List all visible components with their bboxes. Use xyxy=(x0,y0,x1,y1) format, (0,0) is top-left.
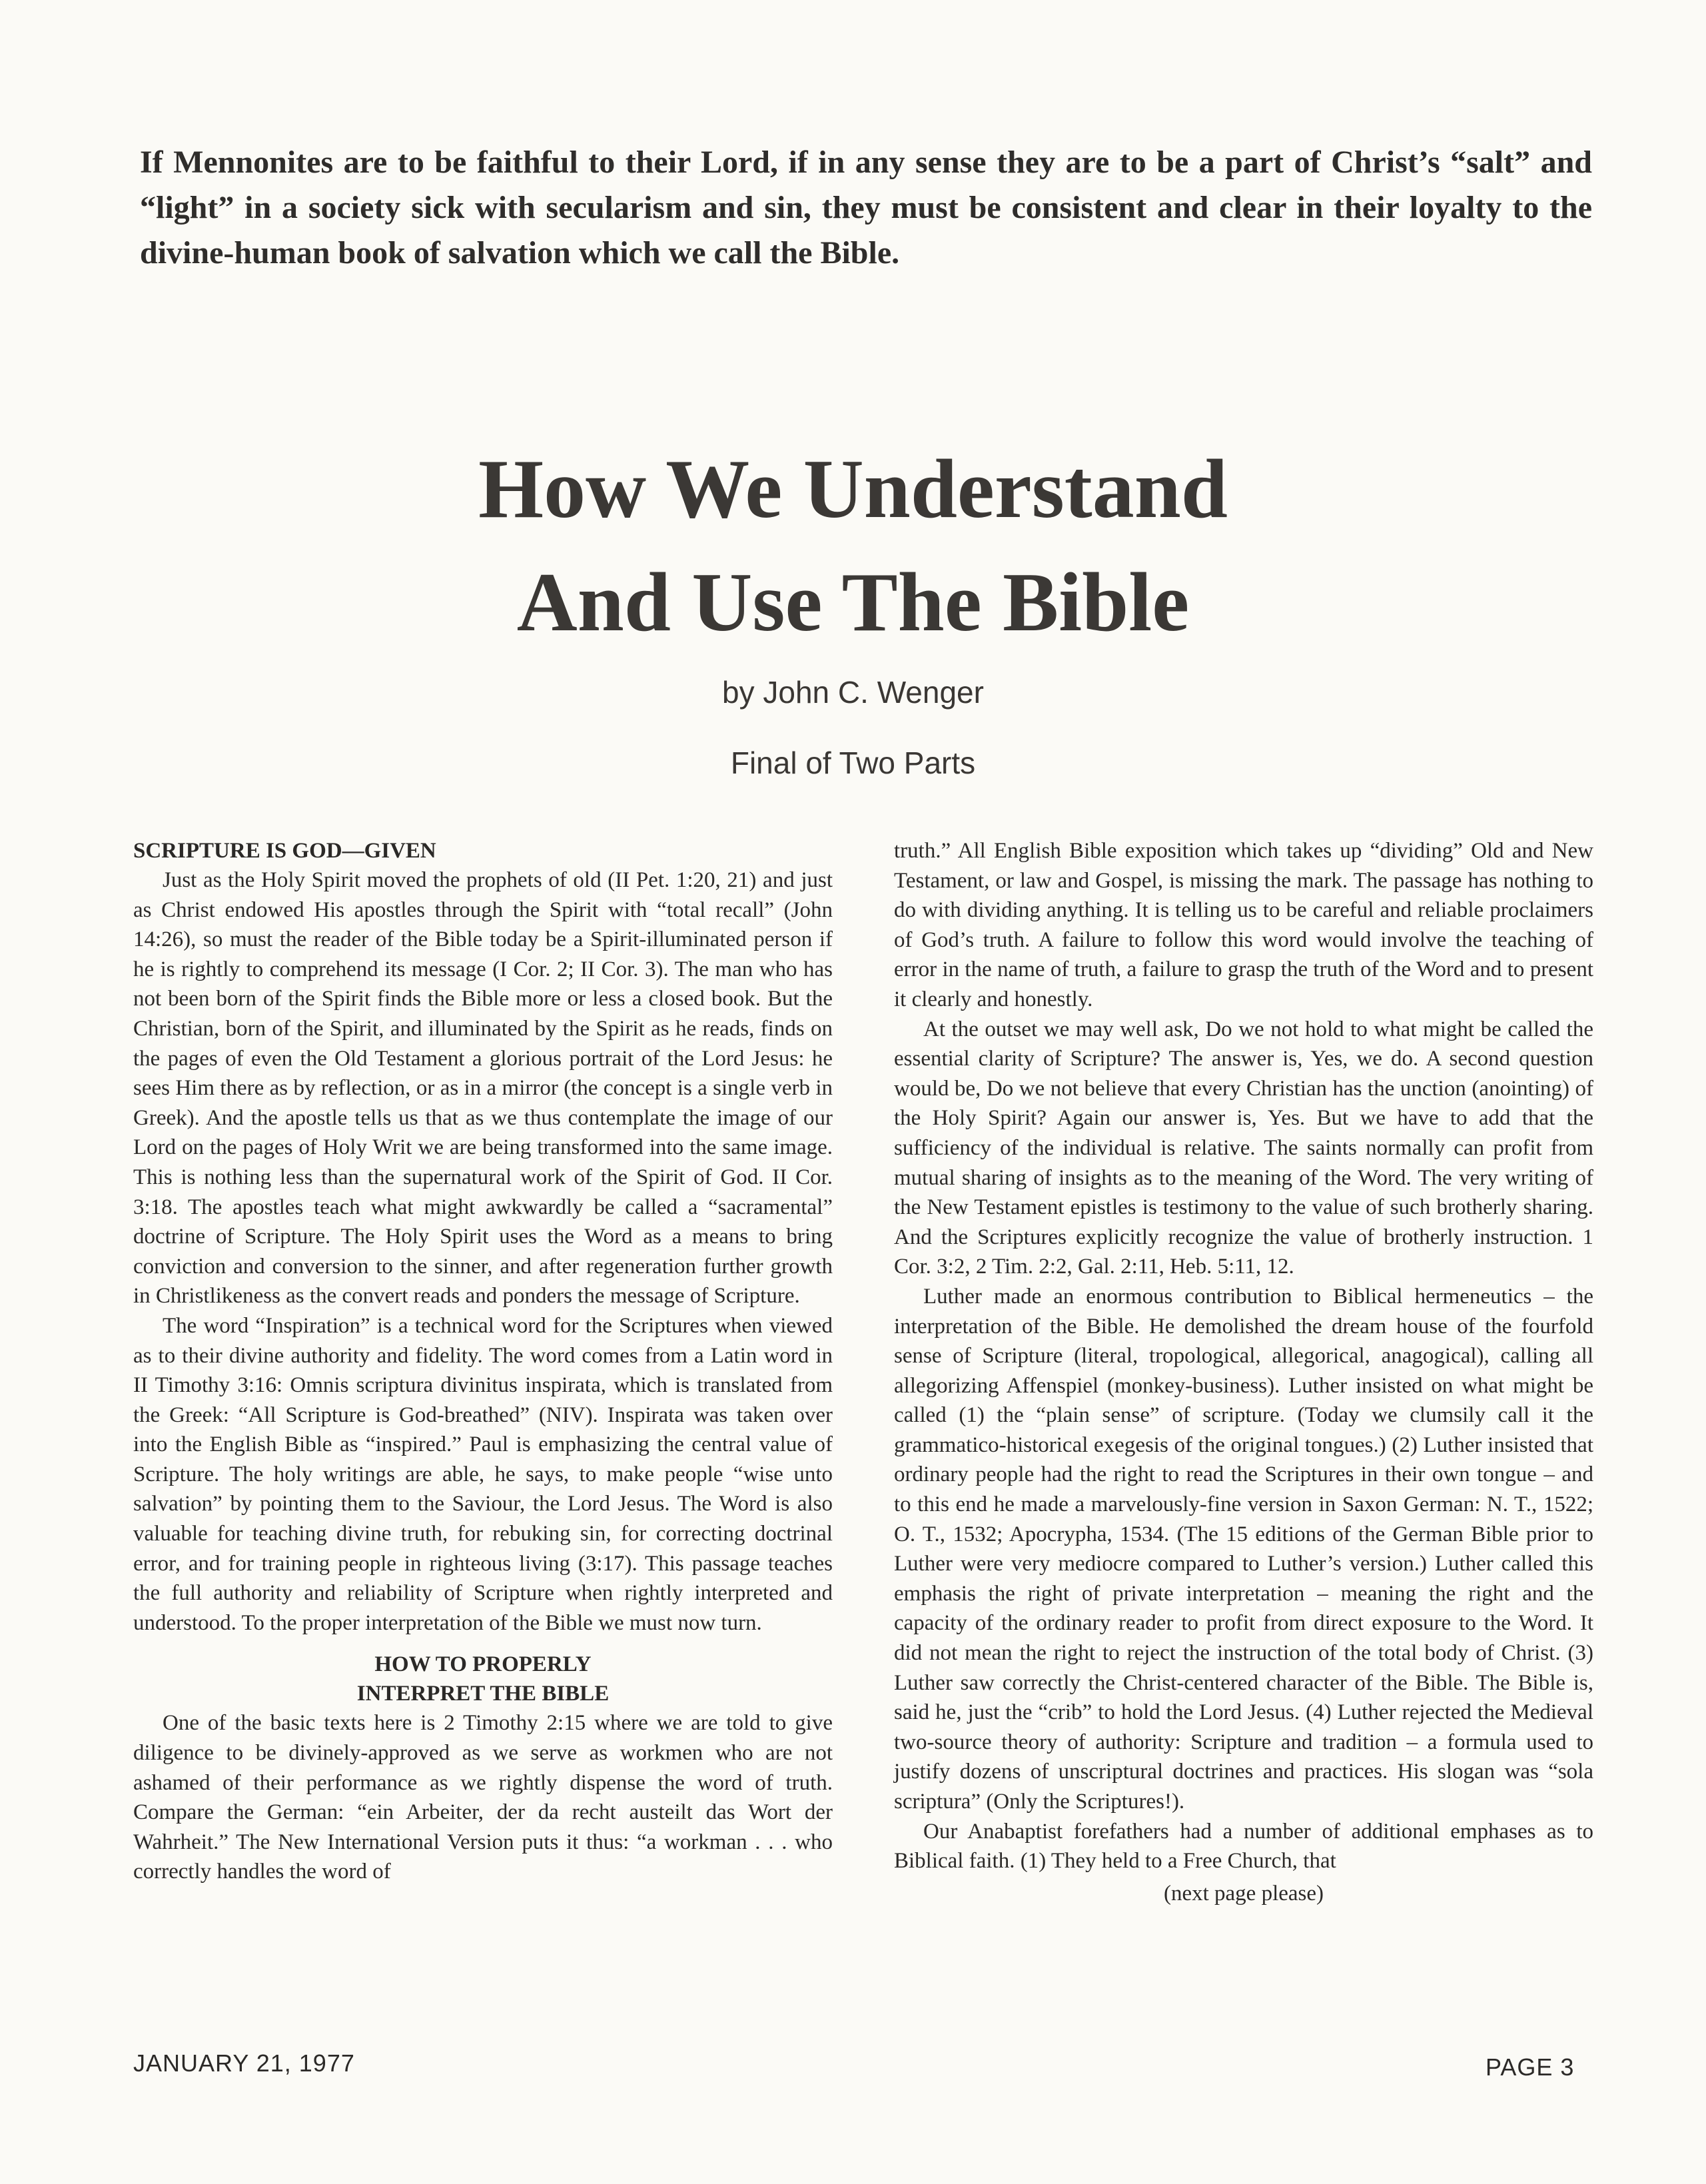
section-heading-interpret xyxy=(133,1650,833,1708)
issue-date: JANUARY 21, 1977 xyxy=(133,2049,355,2077)
left-column xyxy=(133,836,833,1887)
pull-quote: If Mennonites are to be faithful to their Lord, if in any sense they are to be a part of Christ’s “salt” and “light” in a society sick with secularism and sin, they must be consistent and clear in their loyalty to the divine-human book of salvation which we call the Bible. xyxy=(140,145,1592,271)
series-part: Final of Two Parts xyxy=(730,746,976,780)
right-column xyxy=(894,836,1593,1908)
page-number: PAGE 3 xyxy=(1486,2053,1575,2081)
paragraph: Our Anabaptist forefathers had a number of additional emphases as to Biblical faith. (1) They held to a Free Church, that xyxy=(894,1819,1593,1874)
paragraph: Just as the Holy Spirit moved the prophets of old (II Pet. 1:20, 21) and just as Christ endowed His apostles through the Spirit with “total recall” (John 14:26), so must the reader of the Bible today be a Spirit-illuminated person if he is rightly to comprehend its message (I Cor. 2; II Cor. 3). The man who has not been born of the Spirit finds the Bible more or less a closed book. But the Christian, born of the Spirit, and illuminated by the Spirit as he reads, finds on the pages of even the Old Testament a glorious portrait of the Lord Jesus: he sees Him there as by reflection, or as in a mirror (the concept is a single verb in Greek). And the apostle tells us that as we thus contemplate the image of our Lord on the pages of Holy Writ we are being transformed into the same image. This is nothing less than the supernatural work of the Spirit of God. II Cor. 3:18. The apostles teach what might awkwardly be called a “sacramental” doctrine of Scripture. The Holy Spirit uses the Word as a means to bring conviction and conversion to the sinner, and after regeneration further growth in Christlikeness as the convert reads and ponders the message of Scripture. xyxy=(133,868,833,1309)
heading-line-1: HOW TO PROPERLY xyxy=(374,1652,592,1677)
title-line-2: And Use The Bible xyxy=(516,556,1190,649)
title-line-1: How We Understand xyxy=(478,443,1228,536)
section-heading-scripture: SCRIPTURE IS GOD—GIVEN xyxy=(133,839,436,863)
paragraph: truth.” All English Bible exposition which takes up “dividing” Old and New Testament, or law and Gospel, is missing the mark. The passage has nothing to do with dividing anything. It is telling us to be careful and reliable proclaimers of God’s truth. A failure to follow this word would involve the teaching of error in the name of truth, a failure to grasp the truth of the Word and to present it clearly and honestly. xyxy=(894,839,1593,1011)
paragraph: Luther made an enormous contribution to Biblical hermeneutics – the interpretation of the Bible. He demolished the dream house of the fourfold sense of Scripture (literal, tropological, allegorical, anagogical), calling all allegorizing Affenspiel (monkey-business). Luther insisted on what might be called (1) the “plain sense” of scripture. (Today we clumsily call it the grammatico-historical exegesis of the original tongues.) (2) Luther insisted that ordinary people had the right to read the Scriptures in their own tongue – and to this end he made a marvelously-fine version in Saxon German: N. T., 1522; O. T., 1532; Apocrypha, 1534. (The 15 editions of the German Bible prior to Luther were very mediocre compared to Luther’s version.) Luther called this emphasis the right of private interpretation – meaning the right and the capacity of the ordinary reader to profit from direct exposure to the Word. It did not mean the right to reject the instruction of the total body of Christ. (3) Luther saw correctly the Christ-centered character of the Bible. The Bible is, said he, just the “crib” to hold the Lord Jesus. (4) Luther rejected the Medieval two-source theory of authority: Scripture and tradition – a formula used to justify dozens of unscriptural doctrines and practices. His slogan was “sola scriptura” (Only the Scriptures!). xyxy=(894,1284,1593,1814)
article-title xyxy=(0,433,1706,660)
paragraph: The word “Inspiration” is a technical word for the Scriptures when viewed as to their divine authority and fidelity. The word comes from a Latin word in II Timothy 3:16: Omnis scriptura divinitus inspirata, which is translated from the Greek: “All Scripture is God-breathed” (NIV). Inspirata was taken over into the English Bible as “inspired.” Paul is emphasizing the central value of Scripture. The holy writings are able, he says, to make people “wise unto salvation” by pointing them to the Saviour, the Lord Jesus. The Word is also valuable for teaching divine truth, for rebuking sin, for correcting doctrinal error, and for training people in righteous living (3:17). This passage teaches the full authority and reliability of Scripture when rightly interpreted and understood. To the proper interpretation of the Bible we must now turn. xyxy=(133,1313,833,1635)
heading-line-2: INTERPRET THE BIBLE xyxy=(356,1682,610,1706)
paragraph: One of the basic texts here is 2 Timothy 2:15 where we are told to give diligence to be divinely-approved as we serve as workmen who are not ashamed of their performance as we rightly dispense the word of truth. Compare the German: “ein Arbeiter, der da recht austeilt das Wort der Wahrheit.” The New International Version puts it thus: “a workman . . . who correctly handles the word of xyxy=(133,1711,833,1884)
continued-note: (next page please) xyxy=(1163,1881,1324,1906)
paragraph: At the outset we may well ask, Do we not hold to what might be called the essential clarity of Scripture? The answer is, Yes, we do. A second question would be, Do we not believe that every Christian has the unction (anointing) of the Holy Spirit? Again our answer is, Yes. But we have to add that the sufficiency of the individual is relative. The saints normally can profit from mutual sharing of insights as to the meaning of the Word. The very writing of the New Testament epistles is testimony to the value of such brotherly sharing. And the Scriptures explicitly recognize the value of brotherly instruction. 1 Cor. 3:2, 2 Tim. 2:2, Gal. 2:11, Heb. 5:11, 12. xyxy=(894,1017,1593,1279)
byline: by John C. Wenger xyxy=(722,675,984,710)
